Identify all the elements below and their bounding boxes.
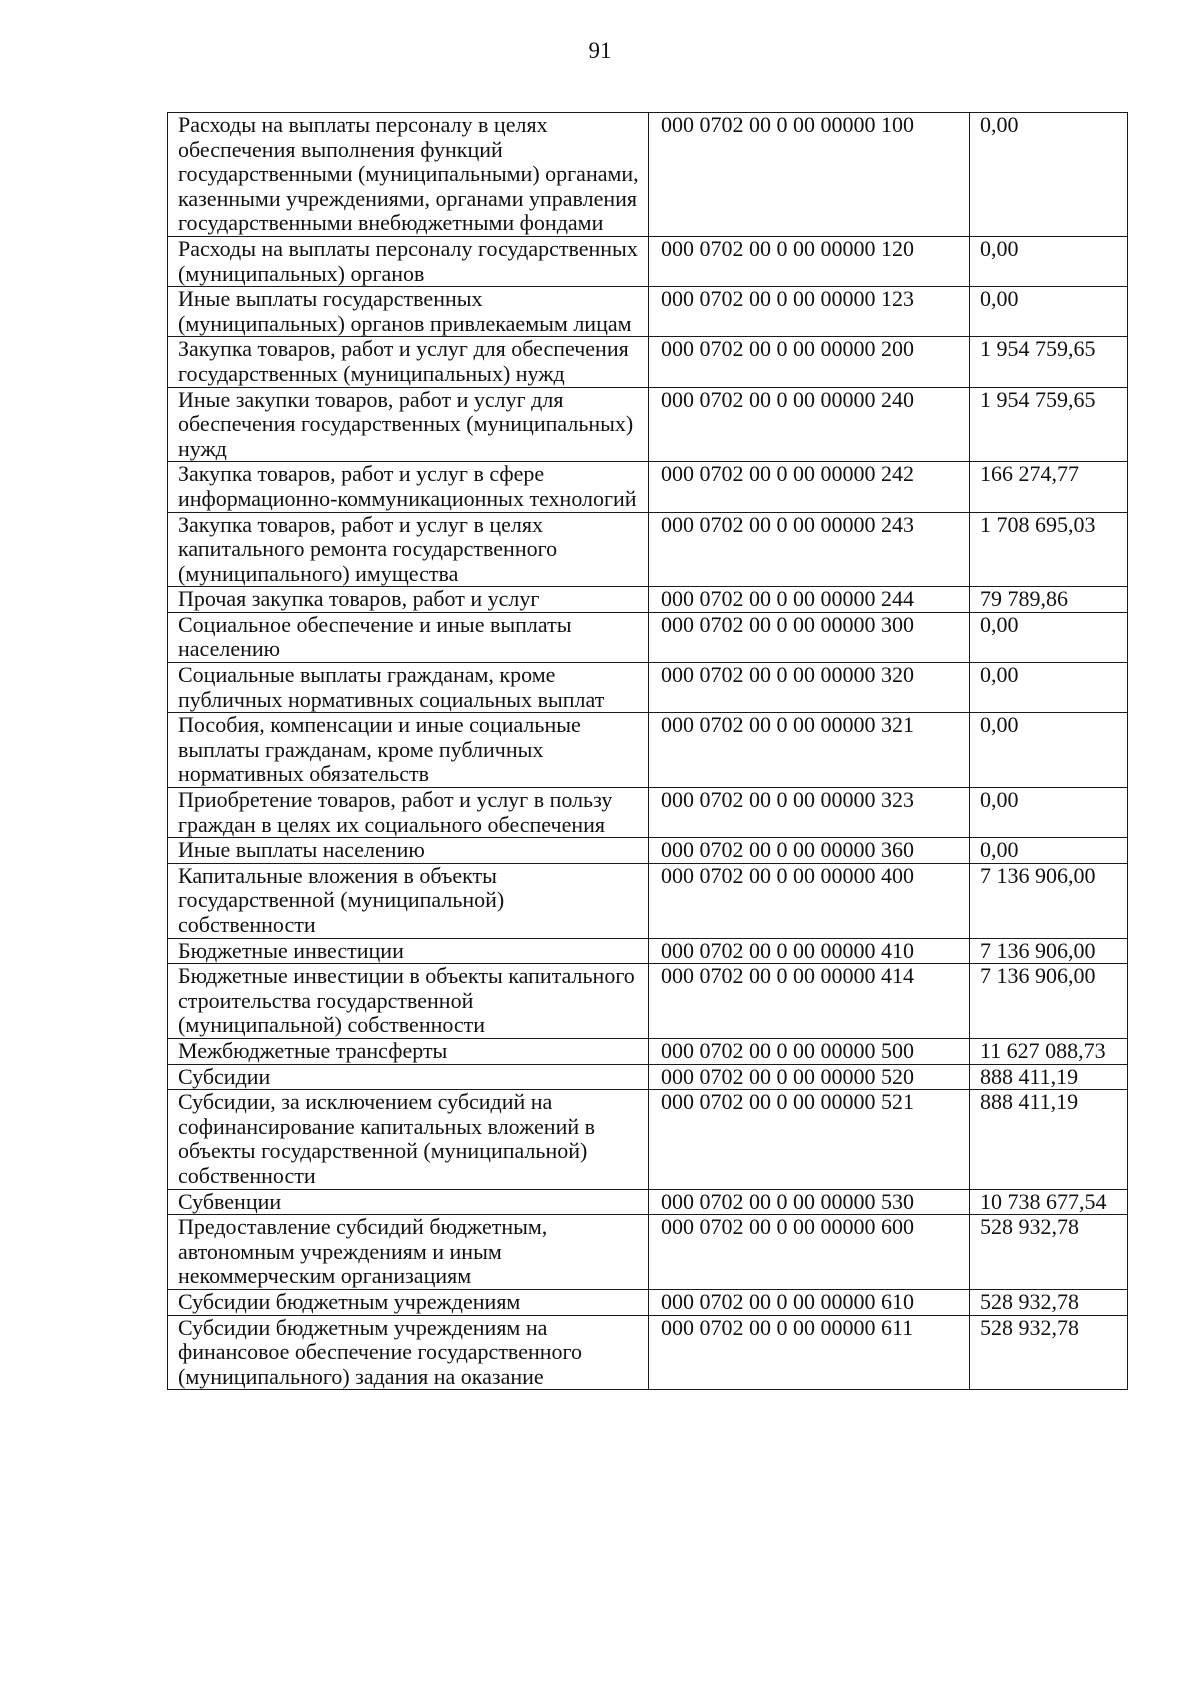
table-row	[168, 1189, 1128, 1215]
row-description: Закупка товаров, работ и услуг в целях капитального ремонта государственного (муниципального) имущества	[168, 512, 649, 587]
row-amount: 166 274,77	[970, 462, 1128, 512]
table-row	[168, 512, 1128, 587]
row-description: Субсидии бюджетным учреждениям на финансовое обеспечение государственного (муниципального) задания на оказание	[168, 1315, 649, 1390]
row-description: Иные выплаты государственных (муниципальных) органов привлекаемым лицам	[168, 287, 649, 337]
row-description: Субсидии бюджетным учреждениям	[168, 1289, 649, 1315]
budget-expenditure-table	[167, 112, 1128, 1390]
row-amount: 7 136 906,00	[970, 863, 1128, 938]
table-body	[168, 113, 1128, 1390]
row-amount: 10 738 677,54	[970, 1189, 1128, 1215]
row-budget-code: 000 0702 00 0 00 00000 321	[649, 713, 970, 788]
row-budget-code: 000 0702 00 0 00 00000 610	[649, 1289, 970, 1315]
row-amount: 7 136 906,00	[970, 938, 1128, 964]
row-budget-code: 000 0702 00 0 00 00000 414	[649, 964, 970, 1039]
row-budget-code: 000 0702 00 0 00 00000 244	[649, 587, 970, 613]
row-budget-code: 000 0702 00 0 00 00000 242	[649, 462, 970, 512]
row-amount: 79 789,86	[970, 587, 1128, 613]
row-budget-code: 000 0702 00 0 00 00000 200	[649, 337, 970, 387]
row-amount: 1 708 695,03	[970, 512, 1128, 587]
row-budget-code: 000 0702 00 0 00 00000 520	[649, 1064, 970, 1090]
row-amount: 888 411,19	[970, 1064, 1128, 1090]
row-amount: 0,00	[970, 612, 1128, 662]
row-budget-code: 000 0702 00 0 00 00000 410	[649, 938, 970, 964]
row-budget-code: 000 0702 00 0 00 00000 500	[649, 1038, 970, 1064]
row-description: Иные выплаты населению	[168, 838, 649, 864]
table-row	[168, 1090, 1128, 1189]
row-amount: 888 411,19	[970, 1090, 1128, 1189]
row-description: Субвенции	[168, 1189, 649, 1215]
row-amount: 0,00	[970, 838, 1128, 864]
row-description: Социальные выплаты гражданам, кроме публичных нормативных социальных выплат	[168, 663, 649, 713]
table-row	[168, 863, 1128, 938]
row-amount: 1 954 759,65	[970, 337, 1128, 387]
row-budget-code: 000 0702 00 0 00 00000 240	[649, 387, 970, 462]
row-budget-code: 000 0702 00 0 00 00000 120	[649, 236, 970, 286]
row-amount: 0,00	[970, 113, 1128, 237]
row-amount: 0,00	[970, 663, 1128, 713]
row-description: Социальное обеспечение и иные выплаты населению	[168, 612, 649, 662]
table-row	[168, 1215, 1128, 1290]
table-row	[168, 1064, 1128, 1090]
row-budget-code: 000 0702 00 0 00 00000 530	[649, 1189, 970, 1215]
table-row	[168, 838, 1128, 864]
row-budget-code: 000 0702 00 0 00 00000 300	[649, 612, 970, 662]
row-description: Закупка товаров, работ и услуг для обеспечения государственных (муниципальных) нужд	[168, 337, 649, 387]
row-amount: 0,00	[970, 236, 1128, 286]
row-budget-code: 000 0702 00 0 00 00000 611	[649, 1315, 970, 1390]
table-row	[168, 337, 1128, 387]
table-row	[168, 387, 1128, 462]
table-row	[168, 236, 1128, 286]
row-description: Прочая закупка товаров, работ и услуг	[168, 587, 649, 613]
row-budget-code: 000 0702 00 0 00 00000 320	[649, 663, 970, 713]
row-budget-code: 000 0702 00 0 00 00000 323	[649, 788, 970, 838]
row-budget-code: 000 0702 00 0 00 00000 600	[649, 1215, 970, 1290]
row-budget-code: 000 0702 00 0 00 00000 100	[649, 113, 970, 237]
row-amount: 528 932,78	[970, 1289, 1128, 1315]
row-budget-code: 000 0702 00 0 00 00000 360	[649, 838, 970, 864]
table-row	[168, 788, 1128, 838]
row-description: Субсидии, за исключением субсидий на софинансирование капитальных вложений в объекты государственной (муниципальной) собственности	[168, 1090, 649, 1189]
row-budget-code: 000 0702 00 0 00 00000 400	[649, 863, 970, 938]
row-budget-code: 000 0702 00 0 00 00000 243	[649, 512, 970, 587]
row-budget-code: 000 0702 00 0 00 00000 521	[649, 1090, 970, 1189]
row-budget-code: 000 0702 00 0 00 00000 123	[649, 287, 970, 337]
page-number: 91	[588, 38, 612, 63]
row-description: Закупка товаров, работ и услуг в сфере информационно-коммуникационных технологий	[168, 462, 649, 512]
row-description: Межбюджетные трансферты	[168, 1038, 649, 1064]
row-description: Бюджетные инвестиции в объекты капитального строительства государственной (муниципальной) собственности	[168, 964, 649, 1039]
row-description: Капитальные вложения в объекты государственной (муниципальной) собственности	[168, 863, 649, 938]
table-row	[168, 1289, 1128, 1315]
table-row	[168, 1038, 1128, 1064]
table-row	[168, 587, 1128, 613]
row-description: Предоставление субсидий бюджетным, автономным учреждениям и иным некоммерческим организациям	[168, 1215, 649, 1290]
row-description: Приобретение товаров, работ и услуг в пользу граждан в целях их социального обеспечения	[168, 788, 649, 838]
table-row	[168, 612, 1128, 662]
row-amount: 0,00	[970, 788, 1128, 838]
table-row	[168, 663, 1128, 713]
table-row	[168, 462, 1128, 512]
row-amount: 528 932,78	[970, 1315, 1128, 1390]
row-description: Расходы на выплаты персоналу в целях обеспечения выполнения функций государственными (муниципальными) органами, казенными учреждениями, органами управления государственными внебюджетными фондами	[168, 113, 649, 237]
table-row	[168, 287, 1128, 337]
table-row	[168, 113, 1128, 237]
table-row	[168, 964, 1128, 1039]
table-row	[168, 938, 1128, 964]
row-amount: 7 136 906,00	[970, 964, 1128, 1039]
table-row	[168, 1315, 1128, 1390]
row-description: Иные закупки товаров, работ и услуг для обеспечения государственных (муниципальных) нужд	[168, 387, 649, 462]
row-amount: 528 932,78	[970, 1215, 1128, 1290]
row-amount: 0,00	[970, 713, 1128, 788]
row-description: Расходы на выплаты персоналу государственных (муниципальных) органов	[168, 236, 649, 286]
row-amount: 1 954 759,65	[970, 387, 1128, 462]
row-description: Пособия, компенсации и иные социальные выплаты гражданам, кроме публичных нормативных обязательств	[168, 713, 649, 788]
row-description: Бюджетные инвестиции	[168, 938, 649, 964]
row-amount: 0,00	[970, 287, 1128, 337]
table-row	[168, 713, 1128, 788]
row-amount: 11 627 088,73	[970, 1038, 1128, 1064]
row-description: Субсидии	[168, 1064, 649, 1090]
